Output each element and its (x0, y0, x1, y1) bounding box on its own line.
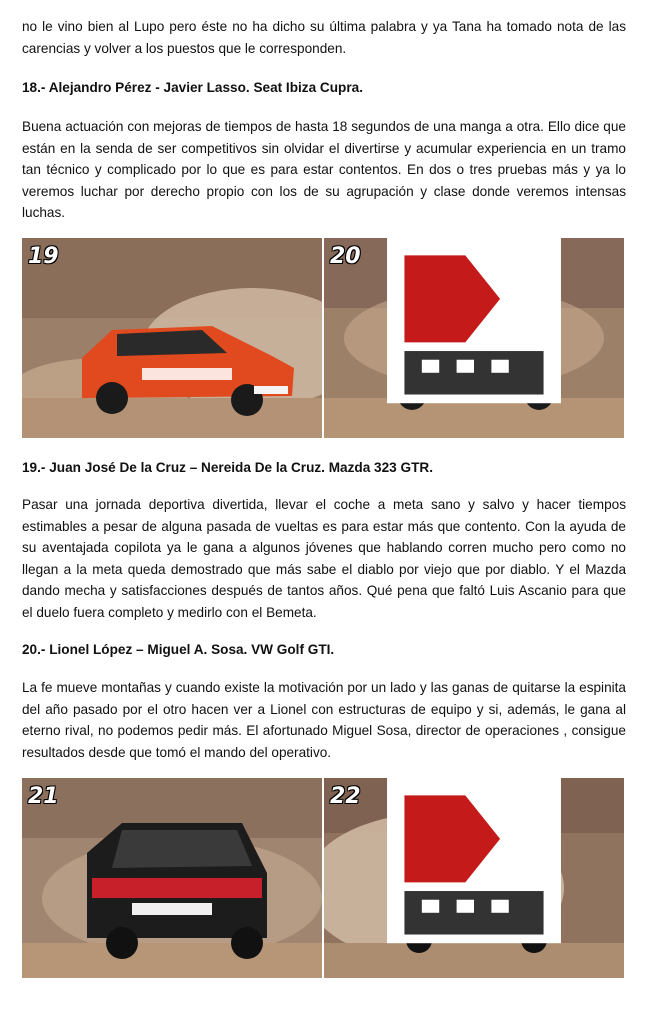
rally-car-illustration (22, 778, 322, 978)
paragraph-intro: no le vino bien al Lupo pero éste no ha dicho su última palabra y ya Tana ha tomado nota de las carencias y volver a los puestos que le corresponden. (22, 19, 626, 56)
heading-entry-20: 20.- Lionel López – Miguel A. Sosa. VW Golf GTI. (22, 642, 335, 657)
paragraph-entry-20: La fe mueve montañas y cuando existe la motivación por un lado y las ganas de quitarse la espinita del año pasado por el otro hacen ver a Lionel con estructuras de equipo y si, además, le gana al eterno rival, no podemos pedir más. El afortunado Miguel Sosa, director de operaciones , consigue resultados desde que tomó el mando del operativo. (22, 680, 626, 760)
photo-number: 21 (28, 784, 59, 809)
paragraph-entry-18: Buena actuación con mejoras de tiempos de hasta 18 segundos de una manga a otra. Ello dice que están en la senda de ser competitivos sin olvidar el divertirse y acumular experiencia en un tramo tan técnico y complicado por lo que es para estar contentos. En dos o tres pruebas más y ya lo veremos luchar por derecho propio con los de su agrupación y clase donde veremos intensas luchas. (22, 119, 626, 221)
heading-entry-19: 19.- Juan José De la Cruz – Nereida De la Cruz. Mazda 323 GTR. (22, 460, 433, 475)
rally-photo-22 (324, 778, 624, 978)
photo-number: 20 (330, 244, 361, 269)
photo-number: 19 (28, 244, 59, 269)
rally-photo-21 (22, 778, 322, 978)
escuderia-logo (324, 778, 624, 978)
rally-photo-20 (324, 238, 624, 438)
photo-row-2 (22, 778, 624, 978)
photo-row-1 (22, 238, 624, 438)
escuderia-logo (324, 238, 624, 438)
rally-photo-19 (22, 238, 322, 438)
heading-entry-18: 18.- Alejandro Pérez - Javier Lasso. Seat Ibiza Cupra. (22, 80, 363, 95)
photo-number: 22 (330, 784, 361, 809)
rally-car-illustration (22, 238, 322, 438)
paragraph-entry-19: Pasar una jornada deportiva divertida, llevar el coche a meta sano y salvo y hacer tiempos estimables a pesar de alguna pasada de vueltas es para estar más que contento. Con la ayuda de su aventajada copilota ya le gana a algunos jóvenes que hablando corren mucho pero como no llegan a la meta queda demostrado que más sabe el diablo por viejo que por diablo. Y el Mazda dando mecha y satisfacciones después de tantos años. Qué pena que faltó Luis Ascanio para que el duelo fuera completo y medirlo con el Bemeta. (22, 497, 626, 620)
